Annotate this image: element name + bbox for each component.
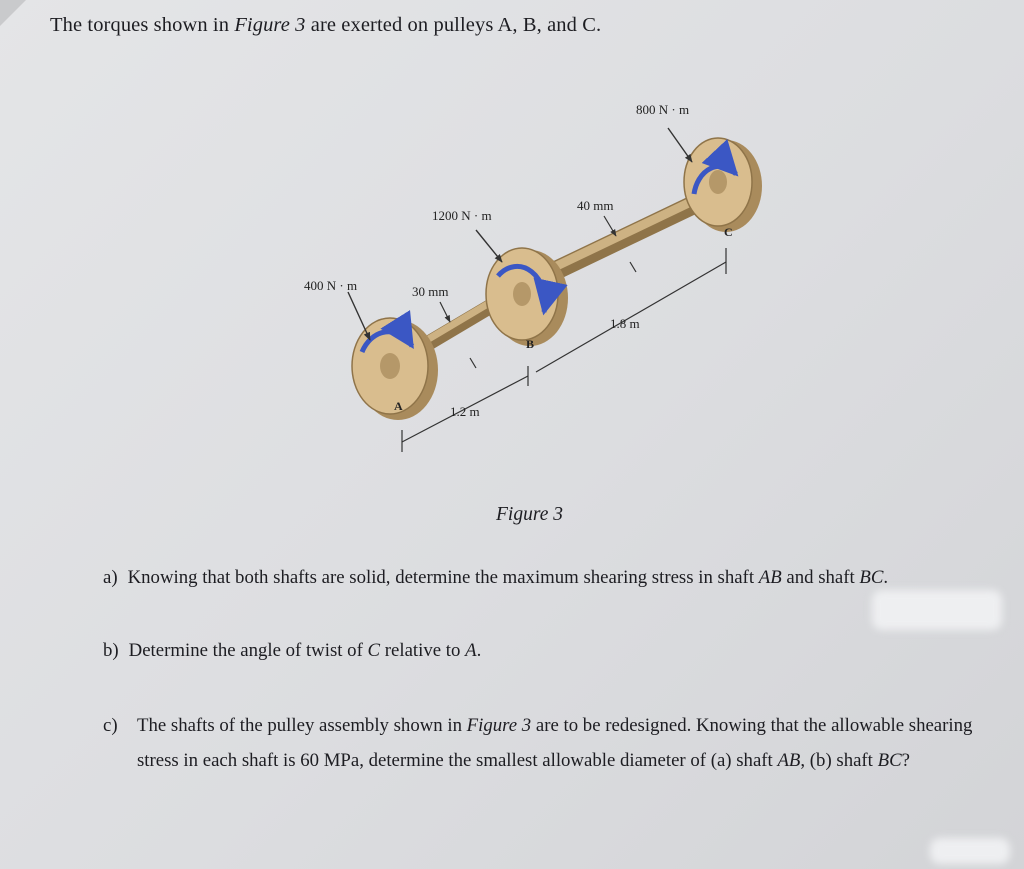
label-pulley-b: B bbox=[526, 337, 535, 351]
leader-diam-bc bbox=[604, 216, 616, 236]
question-a: a) Knowing that both shafts are solid, determine the maximum shearing stress in shaft AB and shaft BC. bbox=[103, 560, 1023, 595]
page-corner-fold bbox=[0, 0, 26, 26]
question-c: c) The shafts of the pulley assembly shown in Figure 3 are to be redesigned. Knowing that the allowable shearing stress in each shaft is 60 MPa, determine the smallest allowable diameter of (a) shaft AB, (b) shaft BC? bbox=[103, 708, 1017, 778]
pulley-assembly-drawing bbox=[290, 90, 770, 470]
question-c-label: c) bbox=[103, 715, 118, 736]
figure-caption: Figure 3 bbox=[496, 504, 563, 525]
dim-tick bbox=[630, 262, 636, 272]
label-torque-a: 400 N · m bbox=[304, 278, 358, 293]
label-len-bc: 1.8 m bbox=[610, 316, 640, 331]
label-torque-b: 1200 N · m bbox=[432, 208, 492, 223]
leader-torque-c bbox=[668, 128, 692, 162]
dim-tick bbox=[470, 358, 476, 368]
question-b-label: b) bbox=[103, 640, 119, 661]
label-len-ab: 1.2 m bbox=[450, 404, 480, 419]
pulley-c bbox=[684, 138, 762, 232]
problem-heading: The torques shown in Figure 3 are exerted on pulleys A, B, and C. bbox=[50, 14, 602, 36]
question-a-label: a) bbox=[103, 567, 118, 588]
question-b: b) Determine the angle of twist of C relative to A. bbox=[103, 633, 803, 668]
leader-diam-ab bbox=[440, 302, 450, 322]
label-diam-ab: 30 mm bbox=[412, 284, 449, 299]
blurred-region bbox=[930, 838, 1010, 864]
figure-3-diagram bbox=[290, 90, 770, 470]
pulley-b bbox=[486, 248, 568, 346]
label-diam-bc: 40 mm bbox=[577, 198, 614, 213]
label-pulley-c: C bbox=[724, 225, 733, 239]
blurred-region bbox=[872, 590, 1002, 630]
leader-torque-a bbox=[348, 292, 370, 340]
label-torque-c: 800 N · m bbox=[636, 102, 690, 117]
label-pulley-a: A bbox=[394, 399, 403, 413]
leader-torque-b bbox=[476, 230, 502, 262]
